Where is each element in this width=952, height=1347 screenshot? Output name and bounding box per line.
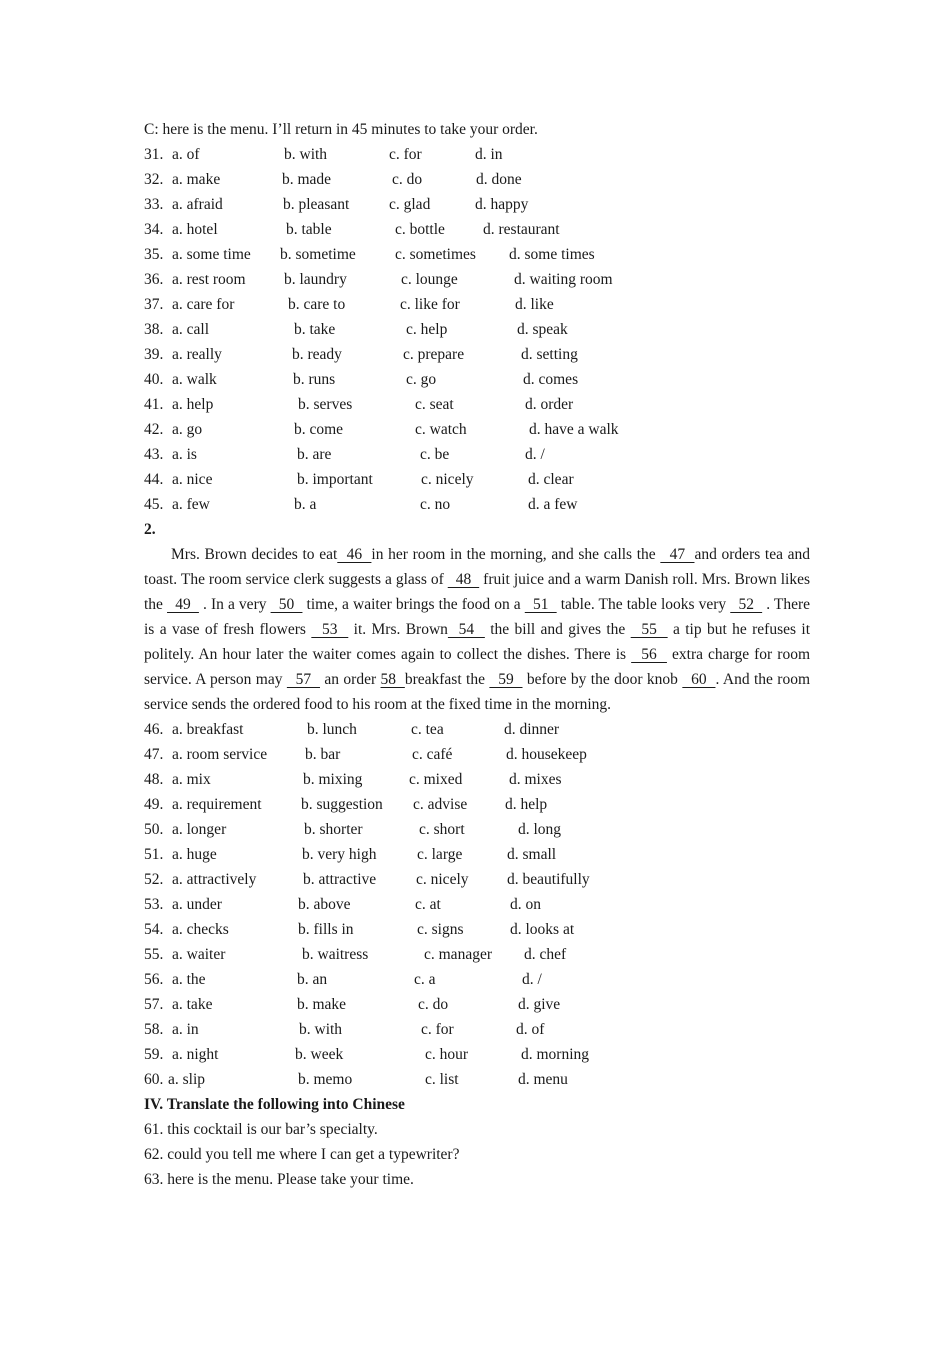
blank-59: 59 [489,671,523,688]
blank-48: 48 [447,571,480,588]
blank-53: 53 [311,621,349,638]
option-b: b. an [297,971,328,988]
option-a: a. really [172,346,222,363]
option-c: c. bottle [395,221,445,238]
option-d: d. beautifully [507,871,590,888]
option-a: a. rest room [172,271,246,288]
question-row [144,917,810,942]
question-number: 37. [144,296,164,313]
option-b: b. mixing [303,771,363,788]
option-d: d. morning [521,1046,590,1063]
option-a: a. breakfast [172,721,244,738]
question-number: 40. [144,371,164,388]
blank-58: 58 [380,671,405,688]
option-d: d. comes [523,371,579,388]
option-b: b. very high [302,846,377,863]
option-c: c. hour [425,1046,469,1063]
option-a: a. waiter [172,946,226,963]
option-b: b. with [299,1021,343,1038]
cloze-passage [144,542,810,717]
option-d: d. some times [509,246,595,263]
option-d: d. / [522,971,542,988]
option-c: c. nicely [416,871,469,888]
passage-text: . In a very [198,596,271,613]
option-c: c. like for [400,296,460,313]
question-row [144,317,810,342]
option-b: b. serves [298,396,353,413]
blank-49: 49 [167,596,199,613]
option-b: b. attractive [303,871,377,888]
option-a: a. walk [172,371,217,388]
option-a: a. slip [168,1071,206,1088]
question-row [144,717,810,742]
question-row [144,267,810,292]
option-c: c. a [414,971,436,988]
question-number: 58. [144,1021,164,1038]
passage-text: in her room in the morning, and she calls the [371,546,661,563]
option-c: c. sometimes [395,246,476,263]
option-b: b. suggestion [301,796,383,813]
option-a: a. of [172,146,200,163]
option-c: c. advise [413,796,468,813]
option-c: c. café [412,746,453,763]
question-number: 56. [144,971,164,988]
question-number: 38. [144,321,164,338]
option-c: c. lounge [401,271,458,288]
option-b: b. make [297,996,347,1013]
question-row [144,842,810,867]
option-a: a. huge [172,846,217,863]
section4-title: IV. Translate the following into Chinese [144,1096,405,1113]
question-row [144,992,810,1017]
question-row [144,392,810,417]
question-number: 43. [144,446,164,463]
question-row [144,492,810,517]
option-a: a. go [172,421,203,438]
option-a: a. longer [172,821,227,838]
option-d: d. clear [528,471,574,488]
option-c: c. glad [389,196,431,213]
option-b: b. pleasant [283,196,350,213]
option-a: a. some time [172,246,251,263]
option-a: a. requirement [172,796,262,813]
option-d: d. on [510,896,541,913]
question-number: 32. [144,171,164,188]
question-row [144,467,810,492]
option-a: a. mix [172,771,211,788]
option-d: d. like [515,296,554,313]
passage-text: a tip but he refuses it politely. An hour later the waiter comes again to collect the dishes. There is [144,621,811,663]
option-a: a. few [172,496,210,513]
option-d: d. speak [517,321,568,338]
option-c: c. at [415,896,441,913]
passage-text: an order [319,671,381,688]
question-number: 47. [144,746,164,763]
passage-text: . There is a vase of fresh flowers [144,596,811,638]
translate-item: 62. could you tell me where I can get a typewriter? [144,1146,460,1163]
passage-text: fruit juice and a warm Danish roll. Mrs. Brown likes the [144,571,810,613]
question-number: 41. [144,396,164,413]
question-row [144,967,810,992]
option-c: c. go [406,371,437,388]
option-d: d. done [476,171,522,188]
option-a: a. help [172,396,214,413]
question-row [144,742,810,767]
option-c: c. help [406,321,448,338]
translate-list [144,1117,810,1192]
option-c: c. nicely [421,471,474,488]
option-c: c. for [389,146,422,163]
option-d: d. of [516,1021,545,1038]
option-b: b. made [282,171,332,188]
option-d: d. chef [524,946,567,963]
section1-questions [144,142,810,517]
question-number: 42. [144,421,164,438]
question-number: 53. [144,896,164,913]
blank-47: 47 [660,546,695,563]
question-row [144,1042,810,1067]
question-number: 34. [144,221,164,238]
option-a: a. night [172,1046,219,1063]
section2-label: 2. [144,521,156,538]
passage-text: time, a waiter brings the food on a [302,596,525,613]
question-row [144,1067,810,1092]
option-a: a. the [172,971,206,988]
option-d: d. waiting room [514,271,613,288]
question-number: 44. [144,471,164,488]
question-number: 51. [144,846,164,863]
question-number: 54. [144,921,164,938]
option-a: a. room service [172,746,268,763]
question-row [144,142,810,167]
blank-46: 46 [337,546,372,563]
blank-56: 56 [631,646,667,663]
question-row [144,867,810,892]
option-d: d. long [518,821,562,838]
passage-text: extra charge for room service. A person may [144,646,810,688]
option-d: d. setting [521,346,578,363]
document-content [144,117,810,1192]
question-number: 39. [144,346,164,363]
question-row [144,417,810,442]
option-d: d. happy [475,196,529,213]
question-number: 36. [144,271,164,288]
option-d: d. a few [528,496,578,513]
option-a: a. call [172,321,210,338]
question-number: 45. [144,496,164,513]
option-c: c. no [420,496,451,513]
question-row [144,367,810,392]
option-b: b. shorter [304,821,363,838]
option-a: a. attractively [172,871,257,888]
option-d: d. give [518,996,561,1013]
blank-51: 51 [524,596,557,613]
option-d: d. / [525,446,545,463]
option-c: c. mixed [409,771,463,788]
section2-questions [144,717,810,1092]
question-number: 52. [144,871,164,888]
blank-52: 52 [730,596,763,613]
option-a: a. take [172,996,213,1013]
option-b: b. important [297,471,373,488]
option-b: b. memo [298,1071,353,1088]
question-row [144,892,810,917]
option-b: b. ready [292,346,342,363]
option-d: d. help [505,796,548,813]
question-number: 57. [144,996,164,1013]
intro-line: C: here is the menu. I’ll return in 45 minutes to take your order. [144,121,538,138]
question-row [144,442,810,467]
question-number: 50. [144,821,164,838]
passage-text: . And the room service sends the ordered food to his room at the fixed time in the morning. [144,671,811,713]
option-d: d. have a walk [529,421,619,438]
question-row [144,242,810,267]
option-b: b. are [297,446,332,463]
question-number: 31. [144,146,164,163]
option-b: b. a [294,496,317,513]
question-number: 55. [144,946,164,963]
option-b: b. week [295,1046,344,1063]
option-b: b. with [284,146,328,163]
option-b: b. table [286,221,332,238]
question-row [144,942,810,967]
option-b: b. bar [305,746,341,763]
option-b: b. care to [288,296,346,313]
blank-54: 54 [447,621,485,638]
option-c: c. signs [417,921,464,938]
question-number: 46. [144,721,164,738]
option-d: d. looks at [510,921,575,938]
option-c: c. do [418,996,449,1013]
question-row [144,192,810,217]
option-d: d. mixes [509,771,562,788]
option-a: a. nice [172,471,213,488]
option-c: c. for [421,1021,454,1038]
translate-item: 63. here is the menu. Please take your time. [144,1171,414,1188]
option-c: c. watch [415,421,467,438]
question-row [144,1017,810,1042]
question-number: 48. [144,771,164,788]
option-a: a. checks [172,921,229,938]
option-a: a. hotel [172,221,218,238]
option-c: c. short [419,821,465,838]
option-c: c. seat [415,396,454,413]
option-b: b. lunch [307,721,357,738]
option-b: b. waitress [302,946,369,963]
option-c: c. list [425,1071,459,1088]
question-row [144,342,810,367]
option-c: c. do [392,171,423,188]
option-d: d. housekeep [506,746,587,763]
option-a: a. make [172,171,221,188]
option-b: b. above [298,896,351,913]
passage-text: before by the door knob [522,671,683,688]
blank-57: 57 [286,671,320,688]
translate-item: 61. this cocktail is our bar’s specialty. [144,1121,378,1138]
passage-text: table. The table looks very [556,596,731,613]
question-row [144,817,810,842]
option-d: d. restaurant [483,221,560,238]
question-row [144,792,810,817]
option-c: c. be [420,446,450,463]
option-b: b. runs [293,371,336,388]
question-row [144,217,810,242]
passage-text: it. Mrs. Brown [348,621,448,638]
option-d: d. dinner [504,721,560,738]
blank-50: 50 [270,596,303,613]
option-a: a. care for [172,296,235,313]
option-a: a. afraid [172,196,223,213]
option-b: b. take [294,321,336,338]
option-c: c. prepare [403,346,465,363]
question-number: 49. [144,796,164,813]
passage-text: and orders tea and toast. The room service clerk suggests a glass of [144,546,811,588]
option-d: d. in [475,146,503,163]
option-b: b. fills in [298,921,354,938]
question-row [144,292,810,317]
blank-60: 60 [682,671,716,688]
blank-55: 55 [630,621,668,638]
option-c: c. large [417,846,463,863]
question-row [144,167,810,192]
passage-text: breakfast the [404,671,490,688]
question-number: 35. [144,246,164,263]
option-d: d. order [525,396,574,413]
passage-text: Mrs. Brown decides to eat [171,546,338,563]
option-a: a. is [172,446,197,463]
option-a: a. under [172,896,222,913]
option-d: d. small [507,846,557,863]
option-c: c. manager [424,946,492,963]
option-b: b. sometime [280,246,356,263]
question-row [144,767,810,792]
option-a: a. in [172,1021,199,1038]
question-number: 59. [144,1046,164,1063]
passage-text: the bill and gives the [484,621,631,638]
option-b: b. laundry [284,271,347,288]
question-number: 33. [144,196,164,213]
option-c: c. tea [411,721,444,738]
question-number: 60. [144,1071,164,1088]
option-b: b. come [294,421,344,438]
option-d: d. menu [518,1071,568,1088]
